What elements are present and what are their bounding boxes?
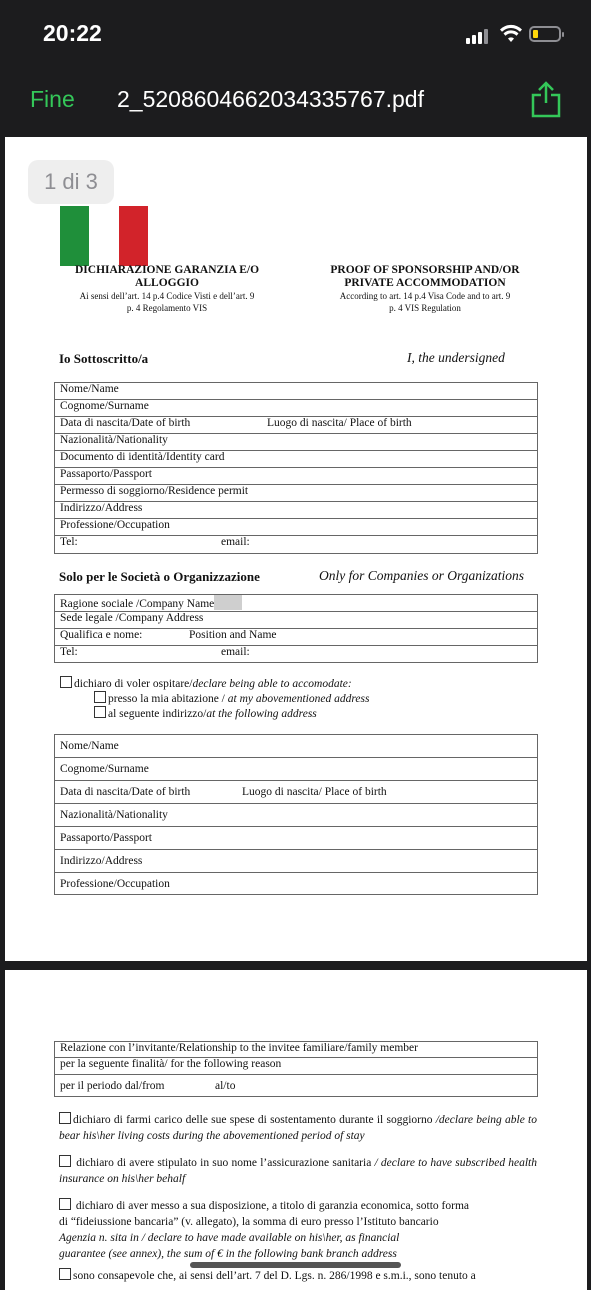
bank-guarantee-line: dichiaro di aver messo a sua disposizione, a titolo di garanzia economica, sotto forma [73, 1200, 469, 1212]
title-english-line1: PROOF OF SPONSORSHIP AND/OR [330, 264, 520, 276]
table-cell: Cognome/Surname [60, 763, 149, 775]
table-row [55, 451, 537, 468]
table-row [55, 417, 537, 434]
title-italian-line1: DICHIARAZIONE GARANZIA E/O [74, 264, 260, 276]
table-cell: Luogo di nascita/ Place of birth [267, 417, 412, 429]
cellular-signal-icon [466, 27, 492, 44]
header-english [305, 264, 545, 314]
option2-label-english: at the following address [206, 708, 317, 720]
subtitle-english-line1: According to art. 14 p.4 Visa Code and to art. 9 [339, 291, 511, 301]
table-row [55, 629, 537, 646]
option-following-address [94, 706, 317, 720]
table-row [55, 1042, 537, 1058]
table-cell: al/to [215, 1080, 236, 1092]
table-cell: per il periodo dal/from [60, 1080, 165, 1092]
table-cell: Passaporto/Passport [60, 468, 152, 480]
host-label-english: declare being able to accomodate: [192, 678, 352, 690]
table-row [55, 804, 537, 827]
table-row [55, 873, 537, 895]
table-row [55, 1058, 537, 1075]
guest-table [54, 734, 538, 895]
clock: 20:22 [43, 20, 102, 46]
undersigned-label-english: I, the undersigned [407, 350, 505, 365]
table-cell: Indirizzo/Address [60, 855, 143, 867]
table-cell: per la seguente finalità/ for the following reason [60, 1058, 282, 1070]
company-table [54, 594, 538, 663]
declaration-bank-guarantee [59, 1198, 537, 1262]
table-cell: email: [221, 536, 250, 548]
host-checkbox[interactable] [60, 676, 72, 688]
table-cell: Tel: [60, 536, 78, 548]
declaration-awareness [59, 1268, 537, 1284]
table-row [55, 758, 537, 781]
table-row [55, 400, 537, 417]
table-cell: Documento di identità/Identity card [60, 451, 225, 463]
table-row [55, 485, 537, 502]
table-cell: Sede legale /Company Address [60, 612, 204, 624]
subtitle-italian-line2: p. 4 Regolamento VIS [126, 303, 208, 313]
page-indicator: 1 di 3 [28, 160, 114, 204]
bank-guarantee-line: di “fideiussione bancaria” (v. allegato), la somma di euro presso l’Istituto bancario [59, 1216, 439, 1228]
awareness-checkbox[interactable] [59, 1268, 71, 1280]
italian-flag-icon [60, 206, 148, 266]
title-english-line2: PRIVATE ACCOMMODATION [344, 277, 506, 289]
wifi-icon [499, 24, 523, 44]
subtitle-italian-line1: Ai sensi dell’art. 14 p.4 Codice Visti e dell’art. 9 [79, 291, 255, 301]
table-cell: email: [221, 646, 250, 658]
subtitle-english-line2: p. 4 VIS Regulation [389, 303, 461, 313]
table-row [55, 434, 537, 451]
table-cell: Luogo di nascita/ Place of birth [242, 786, 387, 798]
table-cell: Nome/Name [60, 383, 119, 395]
bank-guarantee-line: Agenzia n. sita in / declare to have made available on his\her, as financial [59, 1232, 400, 1244]
option1-label-italian: presso la mia abitazione / [108, 693, 228, 705]
table-row [55, 781, 537, 804]
table-row [55, 827, 537, 850]
living-costs-checkbox[interactable] [59, 1112, 71, 1124]
done-button[interactable]: Fine [30, 86, 75, 112]
companies-label-italian: Solo per le Società o Organizzazione [59, 569, 260, 584]
table-cell: Passaporto/Passport [60, 832, 152, 844]
redacted-field [214, 595, 242, 610]
table-row [55, 612, 537, 629]
own-address-checkbox[interactable] [94, 691, 106, 703]
insurance-english: / declare to have subscribed health insurance on his\her behalf [59, 1157, 538, 1185]
declaration-insurance [59, 1155, 537, 1187]
table-cell: Position and Name [189, 629, 277, 641]
table-cell: Nazionalità/Nationality [60, 809, 168, 821]
table-row [55, 595, 537, 612]
status-bar [0, 0, 591, 70]
table-cell: Data di nascita/Date of birth [60, 786, 191, 798]
table-cell: Nome/Name [60, 740, 119, 752]
companies-label-english: Only for Companies or Organizations [319, 568, 525, 583]
sponsor-table [54, 382, 538, 554]
option-own-address [94, 691, 369, 705]
document-title: 2_5208604662034335767.pdf [117, 86, 424, 112]
table-row [55, 1075, 537, 1097]
living-costs-english: /declare being able to bear his\her living costs during the abovementioned period of stay [59, 1114, 537, 1142]
following-address-checkbox[interactable] [94, 706, 106, 718]
navigation-bar [0, 70, 591, 132]
table-cell: Data di nascita/Date of birth [60, 417, 191, 429]
insurance-checkbox[interactable] [59, 1155, 71, 1167]
host-label-italian: dichiaro di voler ospitare/ [74, 678, 193, 690]
pdf-page-1 [5, 137, 587, 961]
bank-guarantee-checkbox[interactable] [59, 1198, 71, 1210]
bank-guarantee-line: guarantee (see annex), the sum of € in the following bank branch address [59, 1248, 397, 1260]
undersigned-label-italian: Io Sottoscritto/a [59, 351, 149, 366]
table-row [55, 519, 537, 536]
table-cell: Relazione con l’invitante/Relationship to the invitee familiare/family member [60, 1042, 418, 1054]
table-row [55, 383, 537, 400]
table-row [55, 850, 537, 873]
table-cell: Nazionalità/Nationality [60, 434, 168, 446]
table-cell: Permesso di soggiorno/Residence permit [60, 485, 249, 497]
awareness-text: sono consapevole che, ai sensi dell’art. 7 del D. Lgs. n. 286/1998 e s.m.i., sono tenuto a [73, 1270, 476, 1282]
table-cell: Professione/Occupation [60, 519, 170, 531]
title-italian-line2: ALLOGGIO [135, 277, 199, 289]
option1-label-english: at my abovementioned address [227, 693, 370, 705]
home-indicator[interactable] [190, 1262, 401, 1268]
table-row [55, 735, 537, 758]
host-declaration [60, 676, 352, 690]
table-cell: Cognome/Surname [60, 400, 149, 412]
relation-table [54, 1041, 538, 1097]
living-costs-italian: dichiaro di farmi carico delle sue spese di sostentamento durante il soggiorno [73, 1114, 433, 1126]
option2-label-italian: al seguente indirizzo/ [108, 708, 207, 720]
table-row [55, 502, 537, 519]
header-italian [57, 264, 277, 314]
table-cell: Ragione sociale /Company Name [60, 598, 215, 610]
table-cell: Tel: [60, 646, 78, 658]
insurance-italian: dichiaro di avere stipulato in suo nome l’assicurazione sanitaria [73, 1157, 372, 1169]
declaration-living-costs [59, 1112, 537, 1144]
battery-icon [529, 26, 561, 42]
pdf-page-2 [5, 970, 587, 1290]
table-row [55, 468, 537, 485]
share-icon[interactable] [530, 80, 562, 118]
table-cell: Qualifica e nome: [60, 629, 143, 641]
table-row [55, 536, 537, 553]
table-row [55, 646, 537, 663]
table-cell: Professione/Occupation [60, 878, 170, 890]
table-cell: Indirizzo/Address [60, 502, 143, 514]
